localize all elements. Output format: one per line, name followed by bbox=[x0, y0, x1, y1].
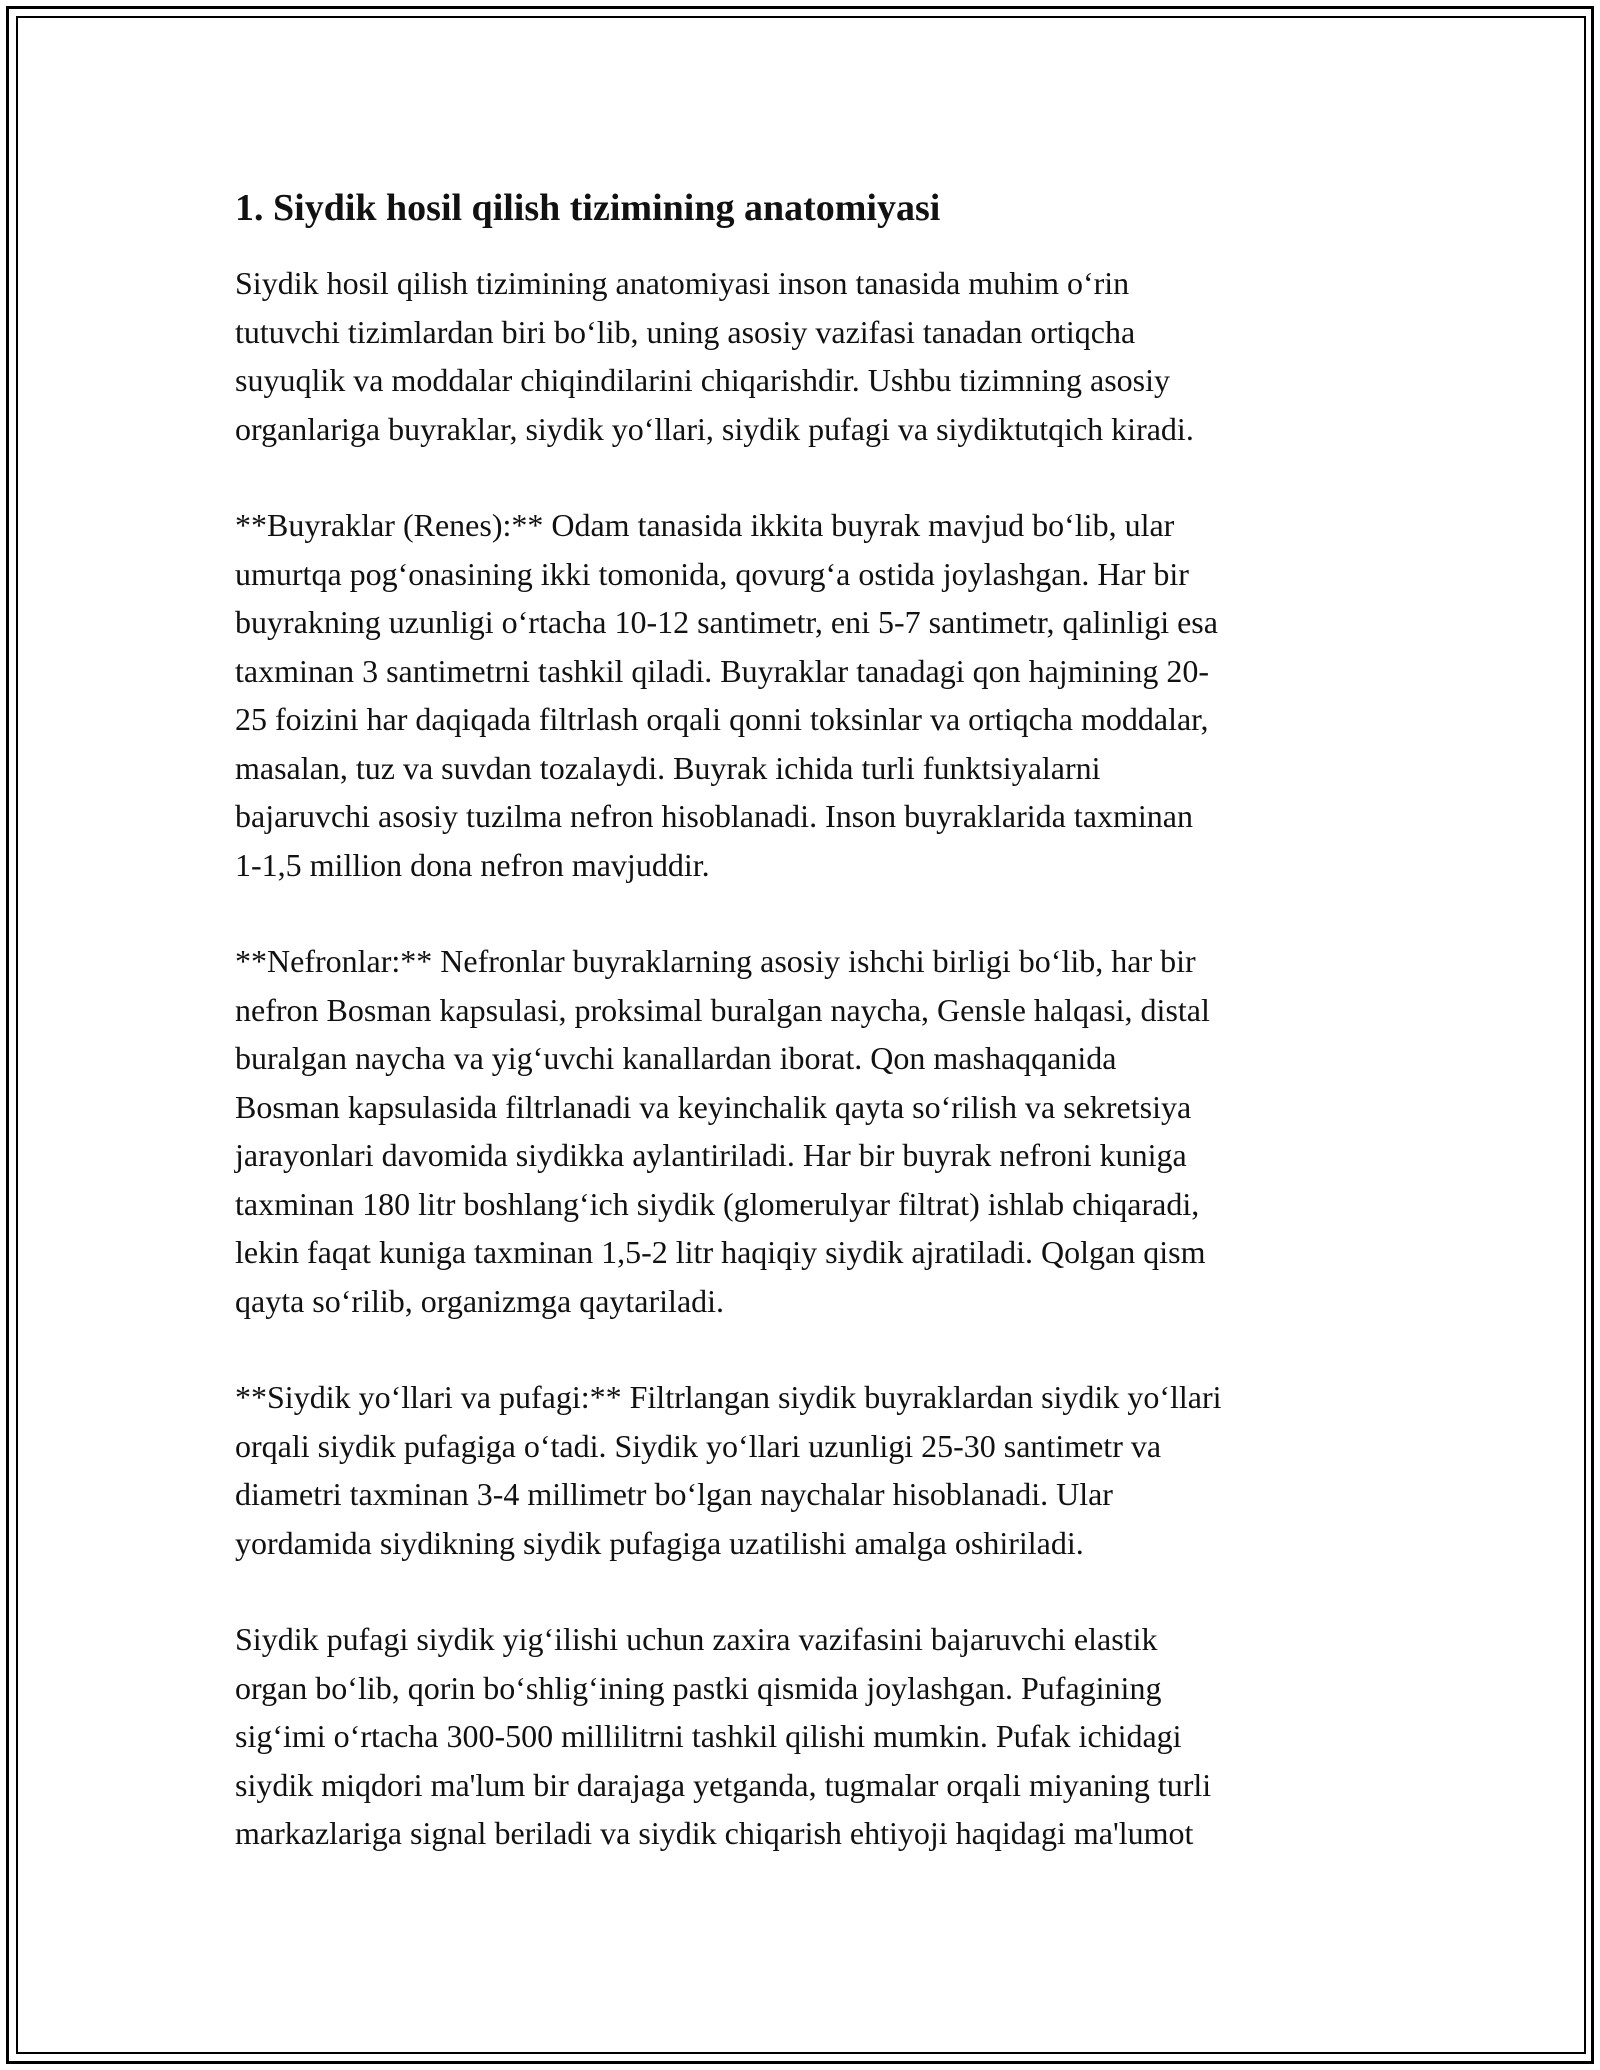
paragraph-nefronlar bbox=[235, 937, 1375, 1325]
text-line: **Buyraklar (Renes):** Odam tanasida ikkita buyrak mavjud bo‘lib, ular bbox=[235, 507, 1175, 543]
text-line: Bosman kapsulasida filtrlanadi va keyinchalik qayta so‘rilish va sekretsiya bbox=[235, 1088, 1192, 1125]
text-line: buyrakning uzunligi o‘rtacha 10-12 santimetr, eni 5-7 santimetr, qalinligi esa bbox=[235, 604, 1218, 640]
text-line: taxminan 3 santimetrni tashkil qiladi. Buyraklar tanadagi qon hajmining 20- bbox=[235, 652, 1210, 689]
text-line: organlariga buyraklar, siydik yo‘llari, siydik pufagi va siydiktutqich kiradi. bbox=[235, 410, 1194, 447]
text-line: bajaruvchi asosiy tuzilma nefron hisoblanadi. Inson buyraklarida taxminan bbox=[235, 798, 1193, 834]
text-line: markazlariga signal beriladi va siydik chiqarish ehtiyoji haqidagi ma'lumot bbox=[235, 1815, 1194, 1851]
text-line: taxminan 180 litr boshlang‘ich siydik (glomerulyar filtrat) ishlab chiqaradi, bbox=[235, 1185, 1200, 1222]
text-line: nefron Bosman kapsulasi, proksimal buralgan naycha, Gensle halqasi, distal bbox=[235, 991, 1210, 1028]
text-line: sig‘imi o‘rtacha 300-500 millilitrni tashkil qilishi mumkin. Pufak ichidagi bbox=[235, 1718, 1182, 1754]
text-line: suyuqlik va moddalar chiqindilarini chiqarishdir. Ushbu tizimning asosiy bbox=[235, 362, 1170, 398]
section-heading: 1. Siydik hosil qilish tizimining anatomiyasi bbox=[235, 187, 941, 229]
text-line: yordamida siydikning siydik pufagiga uzatilishi amalga oshiriladi. bbox=[235, 1524, 1084, 1561]
text-line: **Nefronlar:** Nefronlar buyraklarning asosiy ishchi birligi bo‘lib, har bir bbox=[235, 943, 1196, 979]
text-line: diametri taxminan 3-4 millimetr bo‘lgan naychalar hisoblanadi. Ular bbox=[235, 1476, 1113, 1512]
text-line: **Siydik yo‘llari va pufagi:** Filtrlangan siydik buyraklardan siydik yo‘llari bbox=[235, 1379, 1222, 1415]
paragraph-siydik-yollari bbox=[235, 1373, 1375, 1567]
text-line: tutuvchi tizimlardan biri bo‘lib, uning asosiy vazifasi tanadan ortiqcha bbox=[235, 313, 1136, 350]
text-line: Siydik pufagi siydik yig‘ilishi uchun zaxira vazifasini bajaruvchi elastik bbox=[235, 1621, 1158, 1657]
text-line: 25 foizini har daqiqada filtrlash orqali qonni toksinlar va ortiqcha moddalar, bbox=[235, 701, 1209, 737]
text-line: siydik miqdori ma'lum bir darajaga yetganda, tugmalar orqali miyaning turli bbox=[235, 1766, 1212, 1803]
text-line: buralgan naycha va yig‘uvchi kanallardan iborat. Qon mashaqqanida bbox=[235, 1040, 1117, 1076]
text-line: organ bo‘lib, qorin bo‘shlig‘ining pastki qismida joylashgan. Pufagining bbox=[235, 1669, 1162, 1706]
paragraph-buyraklar bbox=[235, 501, 1375, 889]
paragraph-siydik-pufagi bbox=[235, 1615, 1375, 1858]
text-line: orqali siydik pufagiga o‘tadi. Siydik yo‘llari uzunligi 25-30 santimetr va bbox=[235, 1427, 1162, 1464]
text-line: lekin faqat kuniga taxminan 1,5-2 litr haqiqiy siydik ajratiladi. Qolgan qism bbox=[235, 1234, 1206, 1270]
text-line: jarayonlari davomida siydikka aylantiriladi. Har bir buyrak nefroni kuniga bbox=[235, 1137, 1187, 1173]
paragraph-intro bbox=[235, 259, 1375, 453]
text-line: 1-1,5 million dona nefron mavjuddir. bbox=[235, 846, 710, 883]
document-body bbox=[235, 185, 1375, 1906]
text-line: umurtqa pog‘onasining ikki tomonida, qovurg‘a ostida joylashgan. Har bir bbox=[235, 555, 1189, 592]
text-line: Siydik hosil qilish tizimining anatomiyasi inson tanasida muhim o‘rin bbox=[235, 265, 1130, 301]
text-line: masalan, tuz va suvdan tozalaydi. Buyrak ichida turli funktsiyalarni bbox=[235, 749, 1101, 786]
text-line: qayta so‘rilib, organizmga qaytariladi. bbox=[235, 1282, 725, 1319]
